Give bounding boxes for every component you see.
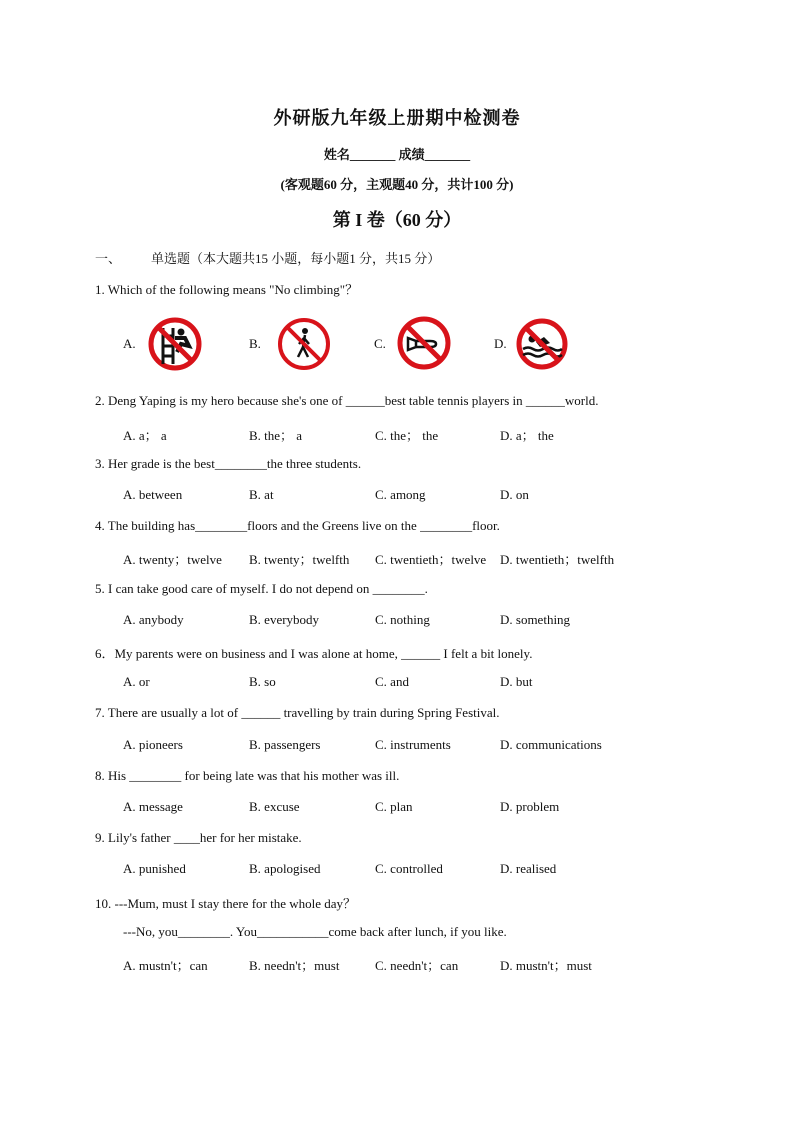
option-d: D. problem: [500, 799, 560, 814]
q1-option-c-label: C.: [374, 336, 386, 351]
no-pedestrians-sign-icon: [274, 316, 334, 372]
option-a: A. mustn't；can: [123, 958, 208, 973]
question-7: 7. There are usually a lot of ______ travelling by train during Spring Festival.: [95, 705, 500, 720]
option-a: A. pioneers: [123, 737, 183, 752]
option-b: B. so: [249, 674, 276, 689]
question-2: 2. Deng Yaping is my hero because she's one of ______best table tennis players in ______world.: [95, 393, 599, 408]
no-climbing-sign-icon: [145, 316, 205, 372]
score-note: (客观题60 分，主观题40 分，共计100 分): [280, 177, 514, 192]
option-d: D. communications: [500, 737, 602, 752]
option-b: B. the； a: [249, 428, 303, 443]
option-c: C. nothing: [375, 612, 430, 627]
question-7-options: [123, 737, 683, 757]
option-b: B. apologised: [249, 861, 321, 876]
option-c: C. plan: [375, 799, 413, 814]
section-heading: [95, 248, 440, 267]
question-8: 8. His ________ for being late was that his mother was ill.: [95, 768, 400, 783]
option-c: C. twentieth；twelve: [375, 552, 487, 567]
option-a: A. message: [123, 799, 183, 814]
no-honking-sign-icon: [396, 314, 452, 372]
section-text: 单选题（本大题共15 小题，每小题1 分，共15 分）: [151, 251, 441, 266]
option-d: D. a； the: [500, 428, 554, 443]
question-6: 6．My parents were on business and I was alone at home, ______ I felt a bit lonely.: [95, 646, 533, 661]
option-a: A. twenty；twelve: [123, 552, 222, 567]
option-c: C. and: [375, 674, 409, 689]
question-10-reply: ---No, you________. You___________come back after lunch, if you like.: [123, 924, 507, 939]
question-9-options: [123, 861, 683, 881]
option-d: D. twentieth；twelfth: [500, 552, 615, 567]
part-heading: 第 I 卷（60 分）: [332, 210, 462, 230]
question-10: 10. ---Mum, must I stay there for the whole day？: [95, 896, 357, 911]
question-5-options: [123, 612, 683, 632]
option-c: C. instruments: [375, 737, 451, 752]
name-score-line: 姓名_______ 成绩_______: [323, 147, 471, 162]
option-b: B. twenty；twelfth: [249, 552, 350, 567]
option-d: D. realised: [500, 861, 557, 876]
option-b: B. excuse: [249, 799, 300, 814]
option-c: C. needn't；can: [375, 958, 459, 973]
question-10-options: [123, 955, 683, 975]
option-c: C. among: [375, 487, 426, 502]
option-a: A. punished: [123, 861, 186, 876]
question-3: 3. Her grade is the best________the three students.: [95, 456, 362, 471]
option-b: B. needn't；must: [249, 958, 340, 973]
option-b: B. passengers: [249, 737, 321, 752]
option-a: A. or: [123, 674, 150, 689]
q1-option-d-label: D.: [494, 336, 507, 351]
question-5: 5. I can take good care of myself. I do not depend on ________.: [95, 581, 428, 596]
option-d: D. but: [500, 674, 533, 689]
q1-option-a-label: A.: [123, 336, 136, 351]
option-d: D. on: [500, 487, 529, 502]
option-c: C. controlled: [375, 861, 443, 876]
question-3-options: [123, 487, 683, 507]
option-d: D. something: [500, 612, 571, 627]
question-8-options: [123, 799, 683, 819]
q1-option-b-label: B.: [249, 336, 261, 351]
option-a: A. between: [123, 487, 183, 502]
question-1: 1. Which of the following means "No climbing"？: [95, 282, 359, 297]
question-9: 9. Lily's father ____her for her mistake.: [95, 830, 302, 845]
option-c: C. the； the: [375, 428, 439, 443]
option-a: A. a； a: [123, 428, 167, 443]
question-6-options: [123, 674, 683, 694]
option-b: B. at: [249, 487, 274, 502]
option-a: A. anybody: [123, 612, 184, 627]
section-number: 一、: [95, 251, 122, 266]
document-title: 外研版九年级上册期中检测卷: [273, 108, 521, 128]
question-4-options: [123, 549, 683, 569]
question-4: 4. The building has________floors and the Greens live on the ________floor.: [95, 518, 500, 533]
question-2-options: [123, 425, 683, 445]
no-swimming-sign-icon: [514, 316, 570, 372]
option-b: B. everybody: [249, 612, 320, 627]
option-d: D. mustn't；must: [500, 958, 592, 973]
